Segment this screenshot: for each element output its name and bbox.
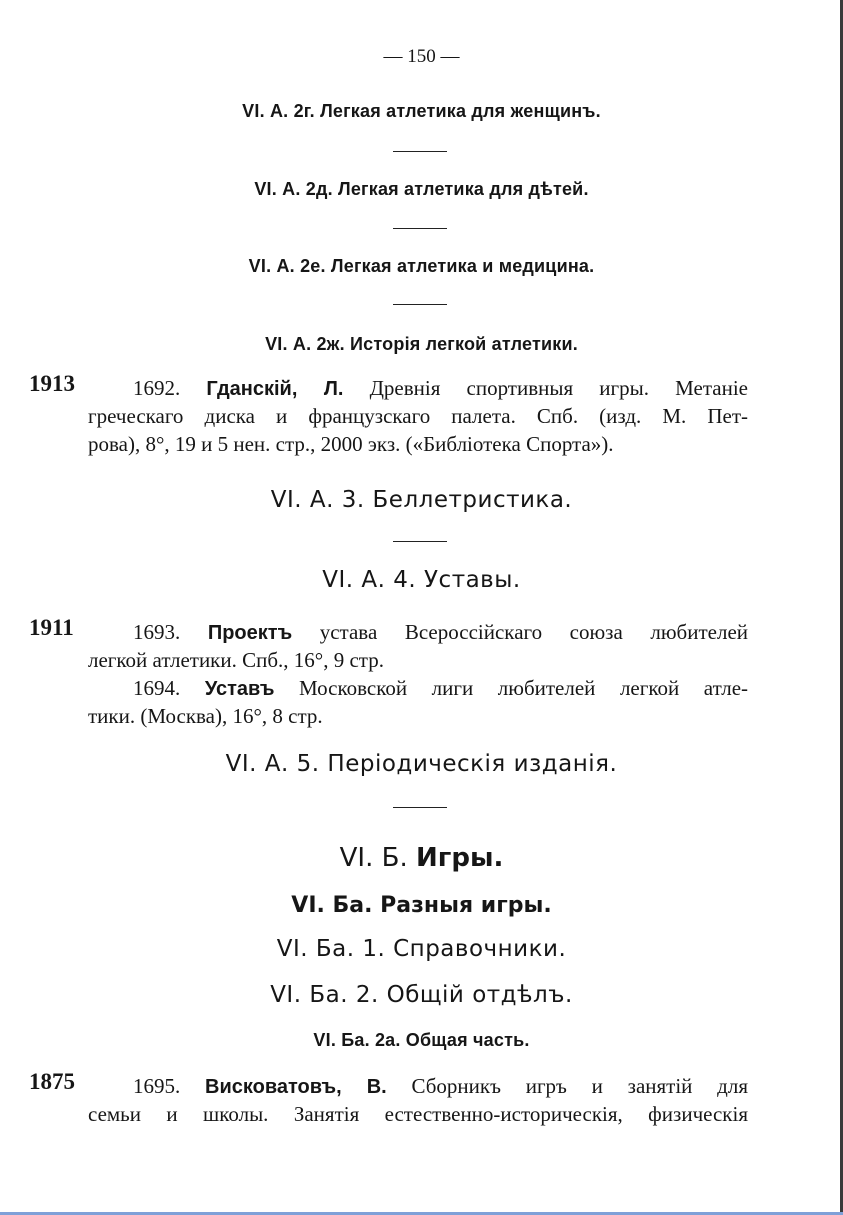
entry-author: Проектъ bbox=[207, 622, 293, 644]
heading-vi-b-prefix: VI. Б. bbox=[339, 843, 408, 873]
entry-1692 bbox=[88, 374, 748, 458]
heading-vi-a-2zh: VI. А. 2ж. Исторія легкой атлетики. bbox=[265, 334, 578, 354]
heading-vi-ba: VI. Ба. Разныя игры. bbox=[291, 893, 552, 918]
entry-number: 1694. bbox=[133, 676, 181, 700]
entry-1693 bbox=[88, 618, 748, 674]
entry-line bbox=[88, 618, 748, 646]
heading-vi-a-2g: VI. А. 2г. Легкая атлетика для женщинъ. bbox=[242, 101, 601, 121]
separator-rule bbox=[393, 304, 447, 305]
heading-vi-ba-1: VI. Ба. 1. Справочники. bbox=[276, 936, 567, 962]
entry-line: рова), 8°, 19 и 5 нен. стр., 2000 экз. («Библіотека Спорта»). bbox=[88, 432, 614, 456]
entry-number: 1692. bbox=[133, 376, 181, 400]
heading-vi-a-5: VI. А. 5. Періодическія изданія. bbox=[225, 751, 618, 777]
heading-vi-a-2d: VI. А. 2д. Легкая атлетика для дѣтей. bbox=[254, 179, 589, 199]
entry-number: 1695. bbox=[133, 1074, 181, 1098]
entry-year: 1913 bbox=[29, 371, 75, 396]
entry-text: устава Всероссійскаго союза любителей bbox=[319, 620, 748, 644]
entry-line bbox=[88, 1072, 748, 1100]
heading-vi-b bbox=[0, 843, 843, 873]
entry-line bbox=[88, 374, 748, 402]
entry-line: семьи и школы. Занятія естественно-историческія, физическія bbox=[88, 1102, 748, 1126]
separator-rule bbox=[393, 541, 447, 542]
entry-text: Московской лиги любителей легкой атле- bbox=[298, 676, 748, 700]
entry-1695 bbox=[88, 1072, 748, 1128]
entry-text: Сборникъ игръ и занятій для bbox=[411, 1074, 748, 1098]
heading-vi-ba-2a: VI. Ба. 2а. Общая часть. bbox=[313, 1030, 530, 1050]
separator-rule bbox=[393, 807, 447, 808]
entry-author: Уставъ bbox=[204, 678, 275, 700]
entry-line: легкой атлетики. Спб., 16°, 9 стр. bbox=[88, 648, 384, 672]
separator-rule bbox=[393, 151, 447, 152]
heading-vi-ba-2: VI. Ба. 2. Общій отдѣлъ. bbox=[270, 982, 573, 1008]
separator-rule bbox=[393, 228, 447, 229]
entry-year: 1911 bbox=[29, 615, 74, 640]
heading-vi-a-2e: VI. А. 2е. Легкая атлетика и медицина. bbox=[248, 256, 595, 276]
entry-line bbox=[88, 674, 748, 702]
page-number: — 150 — bbox=[383, 46, 460, 67]
entry-number: 1693. bbox=[133, 620, 181, 644]
entry-author: Гданскій, Л. bbox=[206, 378, 344, 400]
heading-vi-a-4: VI. А. 4. Уставы. bbox=[322, 567, 521, 593]
heading-vi-b-title: Игры. bbox=[416, 843, 504, 873]
heading-vi-a-3: VI. А. 3. Беллетристика. bbox=[270, 487, 573, 513]
entry-line: греческаго диска и французскаго палета. Спб. (изд. М. Пет- bbox=[88, 404, 748, 428]
entry-1694 bbox=[88, 674, 748, 730]
entry-text: Древнія спортивныя игры. Метаніе bbox=[369, 376, 748, 400]
entry-line: тики. (Москва), 16°, 8 стр. bbox=[88, 704, 323, 728]
entry-author: Висковатовъ, В. bbox=[205, 1076, 387, 1098]
entry-year: 1875 bbox=[29, 1069, 75, 1094]
